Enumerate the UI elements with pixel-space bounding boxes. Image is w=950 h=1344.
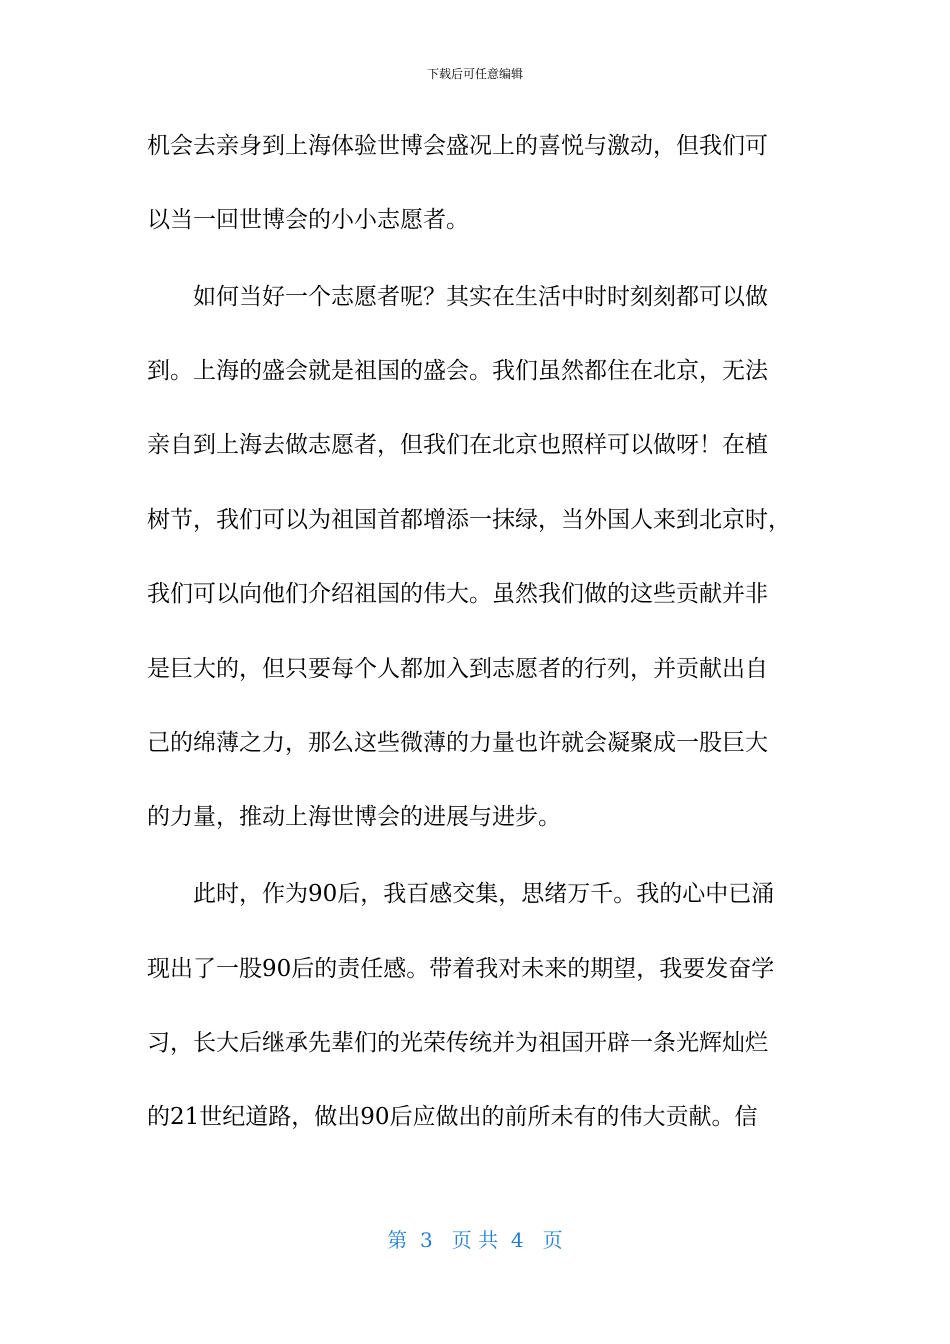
text-line: 是巨大的，但只要每个人都加入到志愿者的行列，并贡献出自	[147, 656, 768, 682]
text-line: 亲自到上海去做志愿者，但我们在北京也照样可以做呀！在植	[147, 432, 768, 458]
text-line: 习，长大后继承先辈们的光荣传统并为祖国开辟一条光辉灿烂	[147, 1030, 768, 1056]
page-number-footer: 第 3 页 共 4 页	[387, 1228, 563, 1252]
paragraph-first-line: 此时，作为90后，我百感交集，思绪万千。我的心中已涌	[193, 881, 775, 907]
text-line: 己的绵薄之力，那么这些微薄的力量也许就会凝聚成一股巨大	[147, 730, 768, 756]
page-header: 下载后可任意编辑	[426, 67, 523, 81]
text-line: 的力量，推动上海世博会的进展与进步。	[147, 804, 561, 830]
paragraph-first-line: 如何当好一个志愿者呢？其实在生活中时时刻刻都可以做	[193, 284, 768, 310]
text-line: 现出了一股90后的责任感。带着我对未来的期望，我要发奋学	[147, 956, 775, 982]
text-line: 机会去亲身到上海体验世博会盛况上的喜悦与激动，但我们可	[147, 133, 768, 159]
text-line: 的21世纪道路，做出90后应做出的前所未有的伟大贡献。信	[147, 1104, 758, 1130]
text-line: 以当一回世博会的小小志愿者。	[147, 207, 469, 233]
text-line: 树节，我们可以为祖国首都增添一抹绿，当外国人来到北京时，	[147, 507, 791, 533]
text-line: 我们可以向他们介绍祖国的伟大。虽然我们做的这些贡献并非	[147, 581, 768, 607]
text-line: 到。上海的盛会就是祖国的盛会。我们虽然都住在北京，无法	[147, 358, 768, 384]
